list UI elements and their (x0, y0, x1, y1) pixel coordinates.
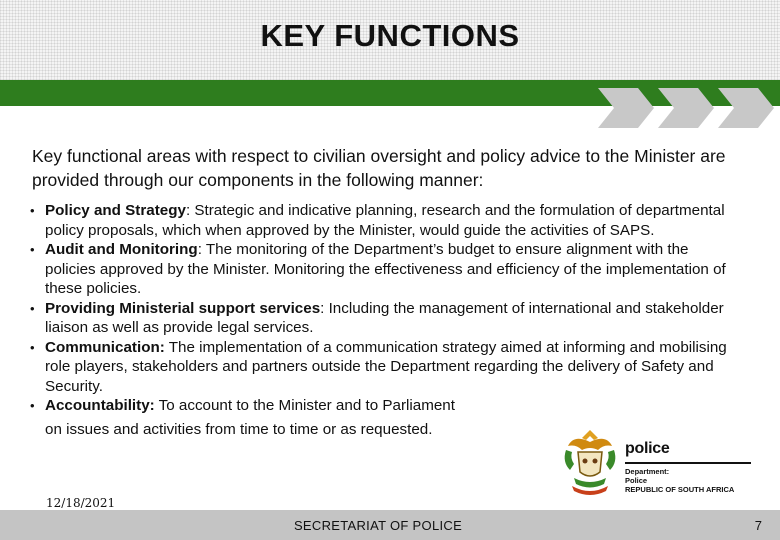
list-item-audit-monitoring (30, 240, 730, 299)
logo-line-department: Department: (625, 466, 670, 476)
logo-divider (625, 462, 751, 464)
list-item-policy-strategy (30, 201, 730, 240)
item-heading: Communication: (45, 338, 165, 356)
item-text: The implementation of a communication strategy aimed at informing and mobilising role players, stakeholders and partners outside the Department regarding the delivery of Safety and Security. (45, 338, 727, 395)
intro-paragraph: Key functional areas with respect to civilian oversight and policy advice to the Minister are provided through our components in the following manner: (32, 146, 726, 190)
item-text: : Strategic and indicative planning, research and the formulation of departmental policy proposals, which when approved by the Minister, would guide the activities of SAPS. (45, 202, 725, 239)
bullet-marker: • (30, 339, 35, 355)
item-text: : Including the management of international and stakeholder liaison as well as provide legal services. (45, 299, 724, 336)
bullet-marker: • (30, 398, 35, 413)
item-text-continued: on issues and activities from time to time or as requested. (45, 420, 433, 438)
functions-list (30, 201, 730, 439)
list-item-communication (30, 338, 730, 397)
item-heading: Policy and Strategy (45, 202, 186, 219)
coat-of-arms-icon (560, 428, 620, 498)
item-text: To account to the Minister and to Parliament (154, 397, 455, 414)
bullet-marker: • (30, 203, 35, 218)
list-item-accountability (30, 396, 545, 439)
item-heading: Audit and Monitoring (45, 241, 198, 258)
chevron-arrows-icon (598, 88, 780, 128)
title-banner (0, 0, 780, 80)
logo-line-police: Police (625, 475, 648, 485)
list-item-ministerial-support (30, 299, 730, 338)
slide-title: KEY FUNCTIONS (260, 18, 520, 53)
logo-line-country: REPUBLIC OF SOUTH AFRICA (625, 484, 735, 494)
logo-department-text (625, 467, 755, 494)
bullet-marker: • (30, 300, 35, 316)
bullet-marker: • (30, 242, 35, 257)
slide-date: 12/18/2021 (46, 496, 116, 510)
item-heading: Providing Ministerial support services (45, 299, 321, 317)
police-logo (625, 440, 755, 494)
item-text: : The monitoring of the Department’s budget to ensure alignment with the policies approved by the Minister. Monitoring the effectiveness and efficiency of the implementation of these policies. (45, 241, 726, 297)
page-number: 7 (754, 518, 762, 533)
police-logo-word: police (625, 440, 670, 457)
item-heading: Accountability: (45, 397, 155, 414)
footer-label: SECRETARIAT OF POLICE (293, 518, 463, 533)
footer-bar (0, 510, 780, 540)
